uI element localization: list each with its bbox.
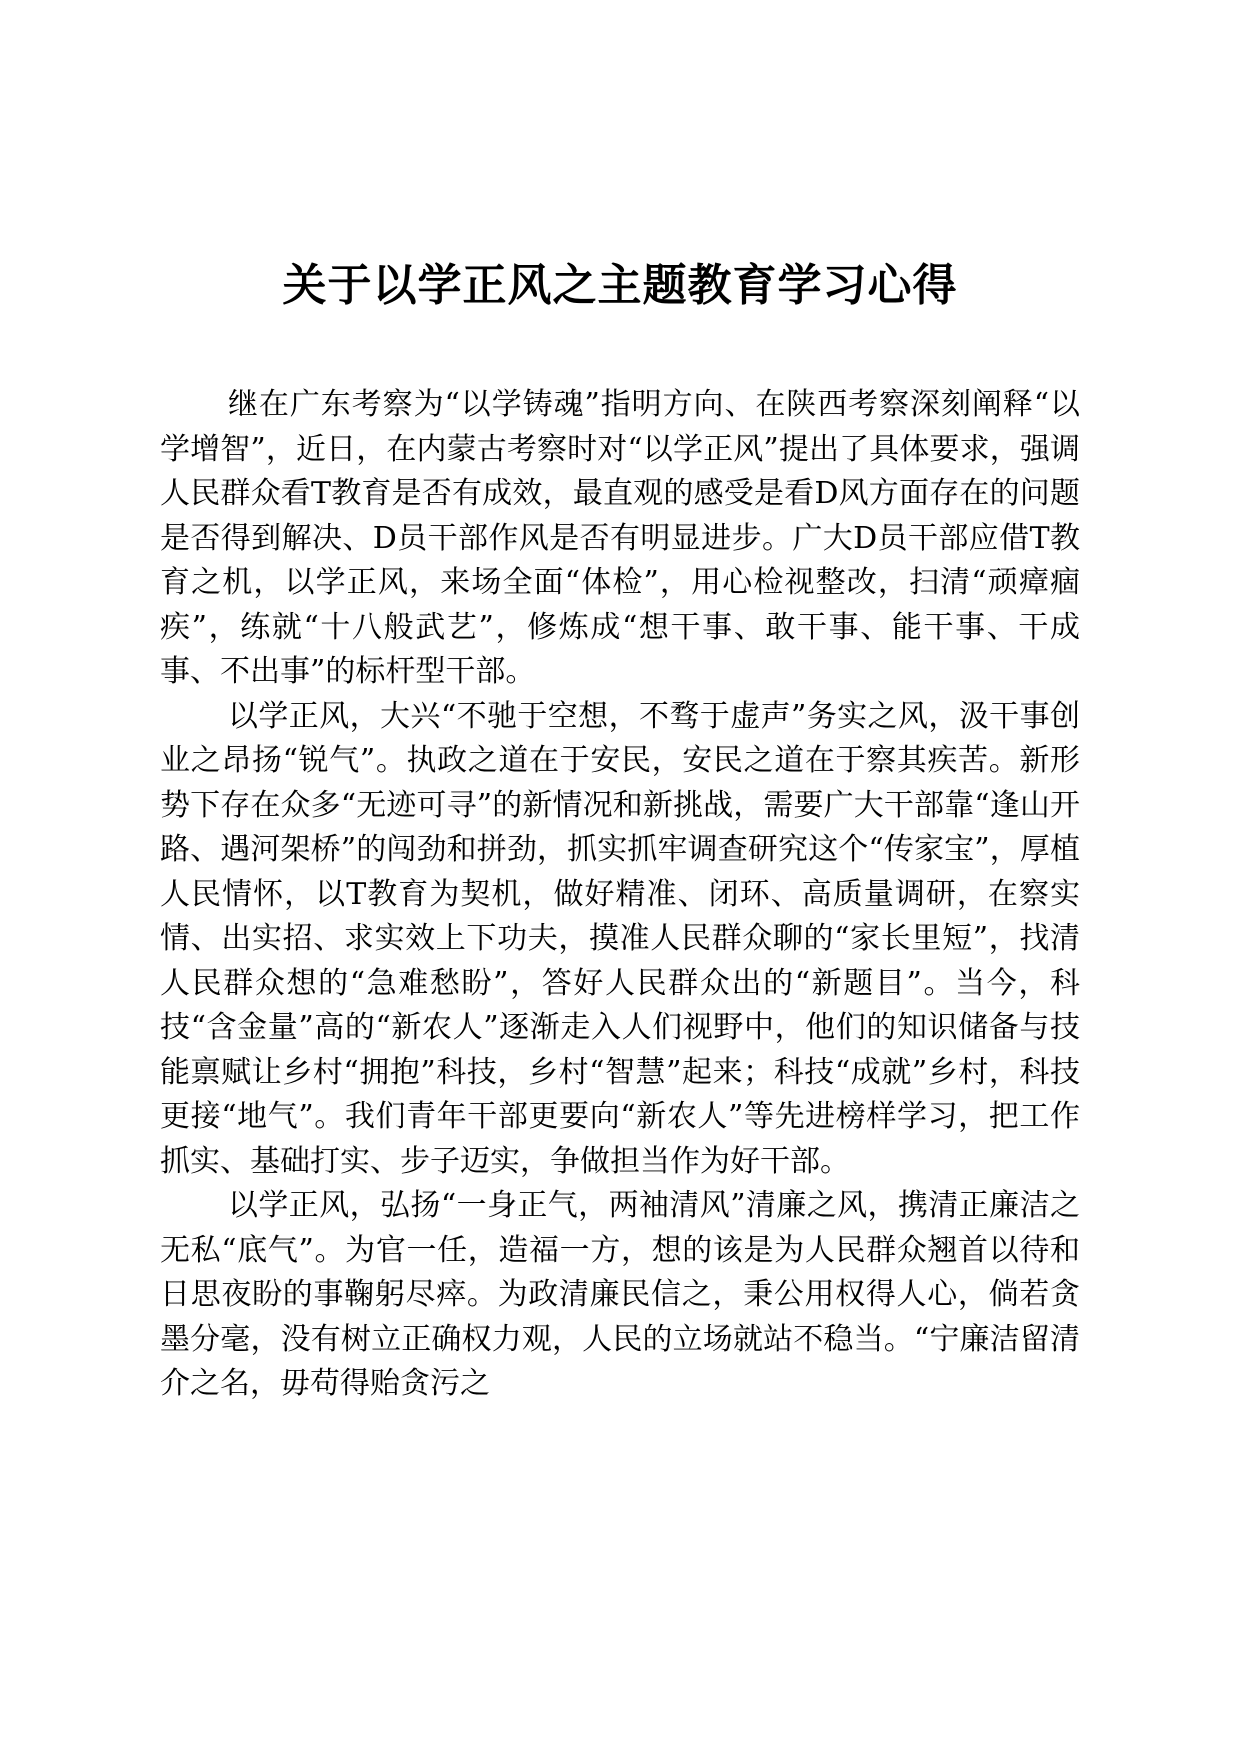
paragraph-2: 以学正风，大兴“不驰于空想，不骛于虚声”务实之风，汲干事创业之昂扬“锐气”。执政之道在于安民，安民之道在于察其疾苦。新形势下存在众多“无迹可寻”的新情况和新挑战，需要广大干部靠“逢山开路、遇河架桥”的闯劲和拼劲，抓实抓牢调查研究这个“传家宝”，厚植人民情怀，以T教育为契机，做好精准、闭环、高质量调研，在察实情、出实招、求实效上下功夫，摸准人民群众聊的“家长里短”，找清人民群众想的“急难愁盼”，答好人民群众出的“新题目”。当今，科技“含金量”高的“新农人”逐渐走入人们视野中，他们的知识储备与技能禀赋让乡村“拥抱”科技，乡村“智慧”起来；科技“成就”乡村，科技更接“地气”。我们青年干部更要向“新农人”等先进榜样学习，把工作抓实、基础打实、步子迈实，争做担当作为好干部。	[160, 698, 1080, 1179]
paragraph-3: 以学正风，弘扬“一身正气，两袖清风”清廉之风，携清正廉洁之无私“底气”。为官一任，造福一方，想的该是为人民群众翘首以待和日思夜盼的事鞠躬尽瘁。为政清廉民信之，秉公用权得人心，倘若贪墨分毫，没有树立正确权力观，人民的立场就站不稳当。“宁廉洁留清介之名，毋苟得贻贪污之	[160, 1188, 1080, 1401]
paragraph-1: 继在广东考察为“以学铸魂”指明方向、在陕西考察深刻阐释“以学增智”，近日，在内蒙古考察时对“以学正风”提出了具体要求，强调人民群众看T教育是否有成效，最直观的感受是看D风方面存在的问题是否得到解决、D员干部作风是否有明显进步。广大D员干部应借T教育之机，以学正风，来场全面“体检”，用心检视整改，扫清“顽瘴痼疾”，练就“十八般武艺”，修炼成“想干事、敢干事、能干事、干成事、不出事”的标杆型干部。	[160, 387, 1080, 689]
document-body	[160, 383, 1080, 1407]
document-title: 关于以学正风之主题教育学习心得	[282, 260, 958, 311]
